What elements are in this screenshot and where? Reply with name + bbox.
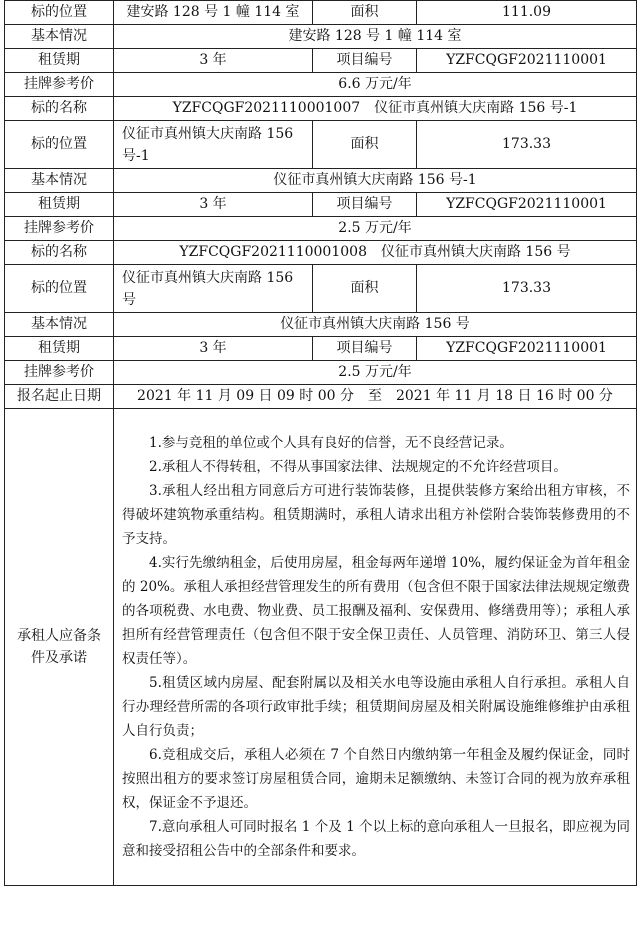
item3-term-row bbox=[5, 337, 637, 361]
registration-period-label: 报名起止日期 bbox=[5, 385, 114, 409]
registration-period: 2021 年 11 月 09 日 09 时 00 分 至 2021 年 11 月 18 日 16 时 00 分 bbox=[114, 385, 637, 409]
lease-term-label: 租赁期 bbox=[5, 337, 114, 361]
item3-name: YZFCQGF2021110001008 仪征市真州镇大庆南路 156 号 bbox=[114, 241, 637, 265]
item3-area: 173.33 bbox=[417, 265, 637, 313]
item2-location: 仪征市真州镇大庆南路 156 号-1 bbox=[114, 121, 313, 169]
basic-info-label: 基本情况 bbox=[5, 169, 114, 193]
item2-list-price: 2.5 万元/年 bbox=[114, 217, 637, 241]
item3-basic-info: 仪征市真州镇大庆南路 156 号 bbox=[114, 313, 637, 337]
conditions-label-text: 承租人应备条件及承诺 bbox=[17, 628, 101, 666]
basic-info-label: 基本情况 bbox=[5, 313, 114, 337]
registration-row bbox=[5, 385, 637, 409]
condition-item: 6.竞租成交后，承租人必须在 7 个自然日内缴纳第一年租金及履约保证金，同时按照出租方的要求签订房屋租赁合同，逾期未足额缴纳、未签订合同的视为放弃承租权，保证金不予退还。 bbox=[122, 747, 630, 811]
item1-basic-row bbox=[5, 25, 637, 49]
conditions-row bbox=[5, 409, 637, 886]
condition-item: 7.意向承租人可同时报名 1 个及 1 个以上标的意向承租人一旦报名，即应视为同意和接受招租公告中的全部条件和要求。 bbox=[122, 819, 630, 859]
area-label: 面积 bbox=[313, 1, 417, 25]
item1-price-row bbox=[5, 73, 637, 97]
name-label: 标的名称 bbox=[5, 97, 114, 121]
item1-project-no: YZFCQGF2021110001 bbox=[417, 49, 637, 73]
item1-list-price: 6.6 万元/年 bbox=[114, 73, 637, 97]
item3-list-price: 2.5 万元/年 bbox=[114, 361, 637, 385]
item2-lease-term: 3 年 bbox=[114, 193, 313, 217]
condition-item: 2.承租人不得转租，不得从事国家法律、法规规定的不允许经营项目。 bbox=[149, 459, 567, 475]
condition-item: 1.参与竞租的单位或个人具有良好的信誉，无不良经营记录。 bbox=[149, 435, 513, 451]
item3-location-row bbox=[5, 265, 637, 313]
condition-item: 5.租赁区域内房屋、配套附属以及相关水电等设施由承租人自行承担。承租人自行办理经营所需的各项行政审批手续；租赁期间房屋及相关附属设施维修维护由承租人自行负责； bbox=[122, 675, 630, 739]
location-label: 标的位置 bbox=[5, 1, 114, 25]
item1-term-row bbox=[5, 49, 637, 73]
item2-area: 173.33 bbox=[417, 121, 637, 169]
item2-project-no: YZFCQGF2021110001 bbox=[417, 193, 637, 217]
conditions-content bbox=[114, 409, 637, 886]
item2-name-row bbox=[5, 97, 637, 121]
location-label: 标的位置 bbox=[5, 265, 114, 313]
list-price-label: 挂牌参考价 bbox=[5, 361, 114, 385]
item3-name-row bbox=[5, 241, 637, 265]
name-label: 标的名称 bbox=[5, 241, 114, 265]
item3-location: 仪征市真州镇大庆南路 156 号 bbox=[114, 265, 313, 313]
item3-lease-term: 3 年 bbox=[114, 337, 313, 361]
item2-basic-info: 仪征市真州镇大庆南路 156 号-1 bbox=[114, 169, 637, 193]
conditions-label bbox=[5, 409, 114, 886]
item3-project-no: YZFCQGF2021110001 bbox=[417, 337, 637, 361]
lease-term-label: 租赁期 bbox=[5, 49, 114, 73]
item2-basic-row bbox=[5, 169, 637, 193]
item3-price-row bbox=[5, 361, 637, 385]
item2-name: YZFCQGF2021110001007 仪征市真州镇大庆南路 156 号-1 bbox=[114, 97, 637, 121]
area-label: 面积 bbox=[313, 121, 417, 169]
item1-basic-info: 建安路 128 号 1 幢 114 室 bbox=[114, 25, 637, 49]
basic-info-label: 基本情况 bbox=[5, 25, 114, 49]
project-no-label: 项目编号 bbox=[313, 337, 417, 361]
item1-location-row bbox=[5, 1, 637, 25]
project-no-label: 项目编号 bbox=[313, 193, 417, 217]
list-price-label: 挂牌参考价 bbox=[5, 217, 114, 241]
item2-term-row bbox=[5, 193, 637, 217]
item1-lease-term: 3 年 bbox=[114, 49, 313, 73]
project-no-label: 项目编号 bbox=[313, 49, 417, 73]
item2-location-row bbox=[5, 121, 637, 169]
item1-location: 建安路 128 号 1 幢 114 室 bbox=[114, 1, 313, 25]
lease-listing-table bbox=[4, 0, 637, 886]
list-price-label: 挂牌参考价 bbox=[5, 73, 114, 97]
location-label: 标的位置 bbox=[5, 121, 114, 169]
item1-area: 111.09 bbox=[417, 1, 637, 25]
item3-basic-row bbox=[5, 313, 637, 337]
condition-item: 3.承租人经出租方同意后方可进行装饰装修，且提供装修方案给出租方审核，不得破坏建筑物承重结构。租赁期满时，承租人请求出租方补偿附合装饰装修费用的不予支持。 bbox=[122, 483, 630, 547]
condition-item: 4.实行先缴纳租金，后使用房屋，租金每两年递增 10%，履约保证金为首年租金的 20%。承租人承担经营管理发生的所有费用（包含但不限于国家法律法规规定缴费的各项税费、水电费、物业费、员工报酬及福利、安保费用、修缮费用等）；承租人承担所有经营管理责任（包含但不限于安全保卫责任、人员管理、消防环卫、第三人侵权责任等）。 bbox=[122, 555, 630, 667]
area-label: 面积 bbox=[313, 265, 417, 313]
lease-term-label: 租赁期 bbox=[5, 193, 114, 217]
item2-price-row bbox=[5, 217, 637, 241]
